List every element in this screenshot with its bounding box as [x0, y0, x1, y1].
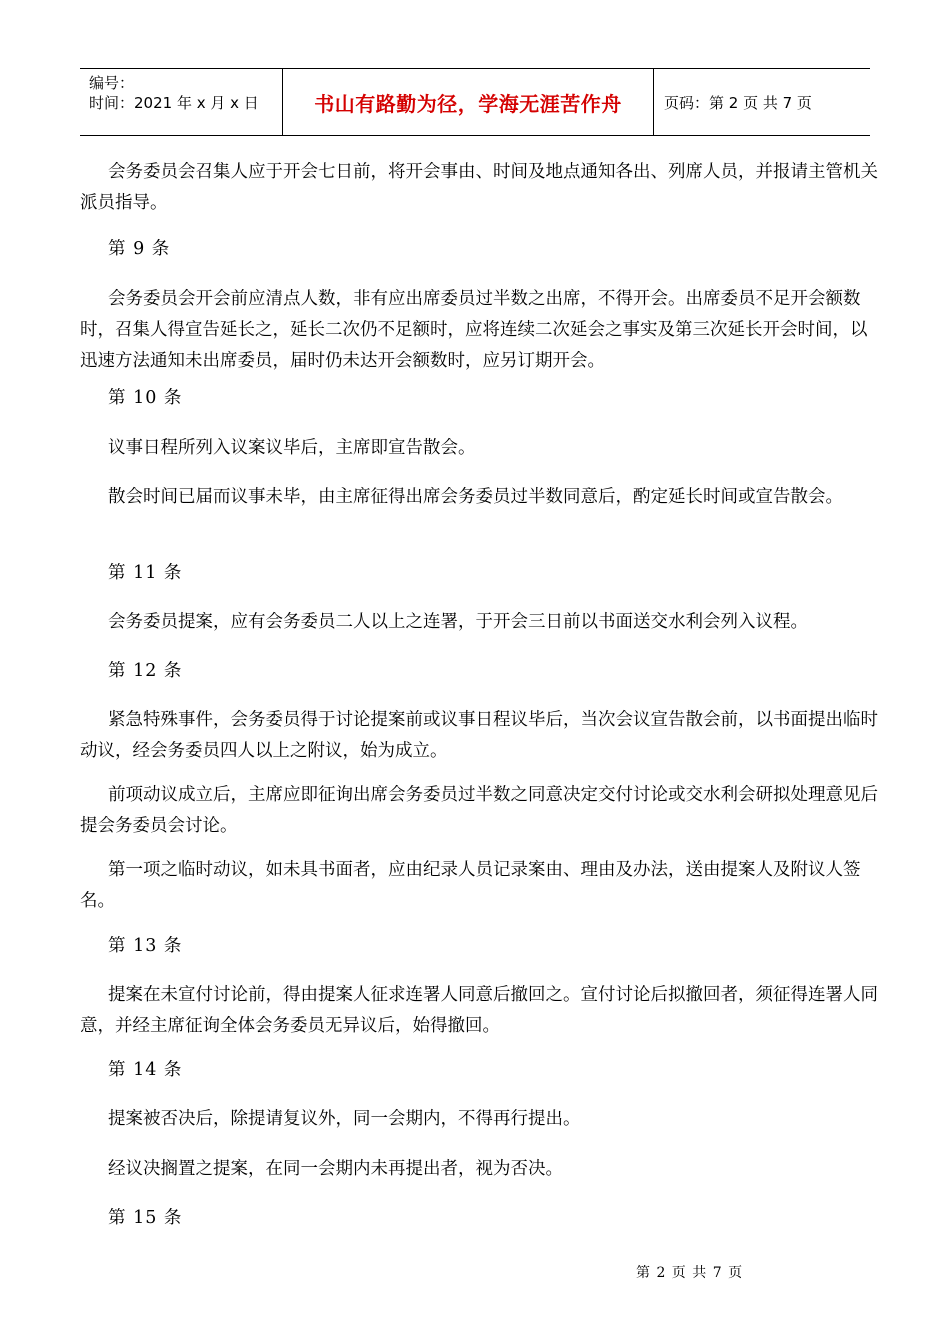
header-page-code: 页码：第 2 页 共 7 页	[664, 93, 812, 112]
paragraph: 会务委员提案，应有会务委员二人以上之连署，于开会三日前以书面送交水利会列入议程。	[108, 612, 808, 632]
article-heading: 第 11 条	[108, 563, 183, 583]
paragraph: 议事日程所列入议案议毕后，主席即宣告散会。	[108, 438, 476, 458]
document-date: 时间：2021 年 x 月 x 日	[89, 94, 259, 112]
paragraph: 第一项之临时动议，如未具书面者，应由纪录人员记录案由、理由及办法，送由提案人及附议人签名。	[80, 860, 861, 911]
article-heading: 第 15 条	[108, 1208, 183, 1228]
paragraph: 提案被否决后，除提请复议外，同一会期内，不得再行提出。	[108, 1109, 581, 1129]
paragraph: 散会时间已届而议事未毕，由主席征得出席会务委员过半数同意后，酌定延长时间或宣告散会。	[108, 487, 843, 507]
article-heading: 第 14 条	[108, 1060, 183, 1080]
article-heading: 第 10 条	[108, 388, 183, 408]
article-heading: 第 13 条	[108, 936, 183, 956]
document-number: 编号：	[89, 74, 135, 92]
page-footer: 第 2 页 共 7 页	[636, 1265, 744, 1281]
paragraph: 提案在未宣付讨论前，得由提案人征求连署人同意后撤回之。宣付讨论后拟撤回者，须征得连署人同意，并经主席征询全体会务委员无异议后，始得撤回。	[80, 985, 878, 1036]
paragraph: 会务委员会召集人应于开会七日前，将开会事由、时间及地点通知各出、列席人员，并报请主管机关派员指导。	[80, 162, 878, 213]
article-heading: 第 12 条	[108, 661, 183, 681]
paragraph: 紧急特殊事件，会务委员得于讨论提案前或议事日程议毕后，当次会议宣告散会前，以书面提出临时动议，经会务委员四人以上之附议，始为成立。	[80, 710, 878, 761]
paragraph: 经议决搁置之提案，在同一会期内未再提出者，视为否决。	[108, 1159, 563, 1179]
page-header	[80, 68, 870, 136]
paragraph: 前项动议成立后，主席应即征询出席会务委员过半数之同意决定交付讨论或交水利会研拟处理意见后提会务委员会讨论。	[80, 785, 878, 836]
paragraph: 会务委员会开会前应清点人数，非有应出席委员过半数之出席，不得开会。出席委员不足开会额数时，召集人得宣告延长之，延长二次仍不足额时，应将连续二次延会之事实及第三次延长开会时间，以迅速方法通知未出席委员，届时仍未达开会额数时，应另订期开会。	[80, 289, 868, 371]
header-info-cell	[80, 69, 282, 135]
article-heading: 第 9 条	[108, 239, 171, 259]
header-motto: 书山有路勤为径，学海无涯苦作舟	[282, 69, 654, 135]
